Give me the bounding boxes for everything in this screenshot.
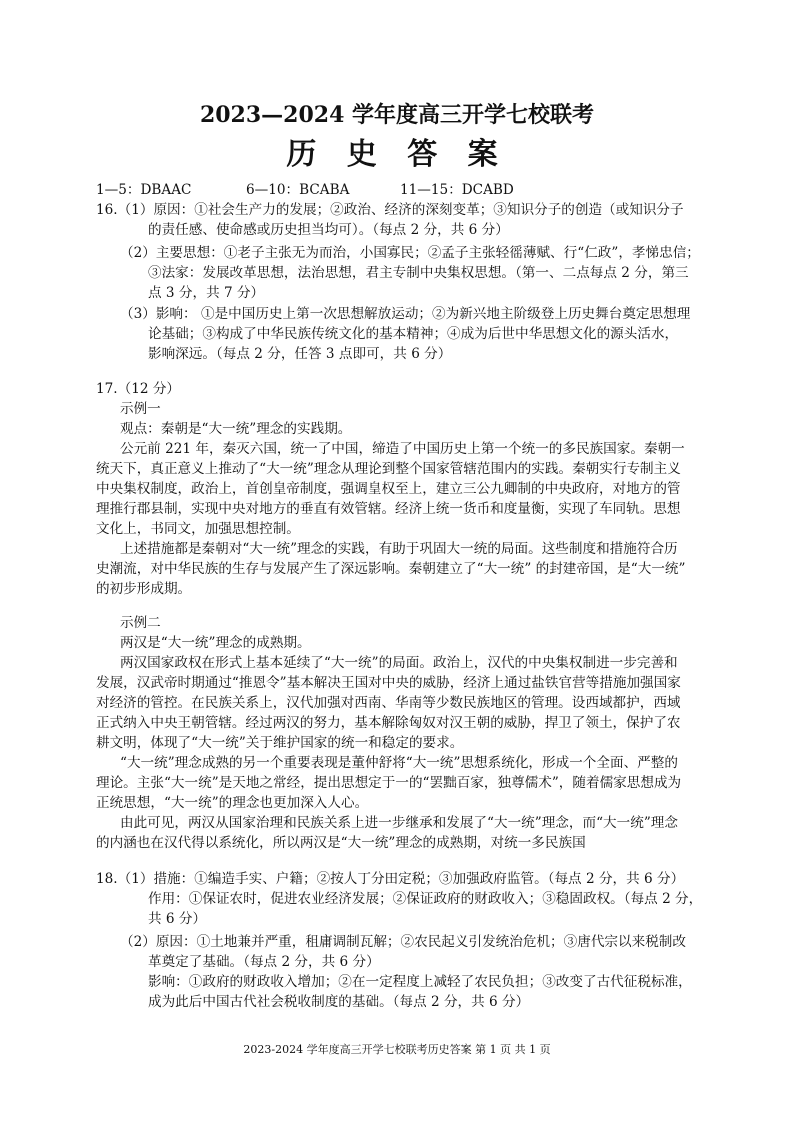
mc-answers-1-5: 1—5：DBAAC	[96, 182, 192, 198]
q17-line: 中央集权制度，政治上，首创皇帝制度，强调皇权至上，建立三公九卿制的中央政府，对地方的管	[96, 481, 681, 497]
mc-answers-6-10: 6—10：BCABA	[246, 182, 350, 198]
q17-line: 文化上，书同文，加强思想控制。	[96, 521, 300, 537]
q17-line: 理推行郡县制，实现中央对地方的垂直有效管辖。经济上统一货币和度量衡，实现了车同轨。思想	[96, 501, 681, 517]
q17-line: 对经济的管控。在民族关系上，汉代加强对西南、华南等少数民族地区的管理。设西域都护，西域	[96, 695, 681, 711]
q17-line: 正统思想，“大一统”的理念也更加深入人心。	[96, 795, 369, 811]
q16-line: 16.（1）原因：①社会生产力的发展；②政治、经济的深刻变革；③知识分子的创造（或知识分子	[96, 202, 684, 218]
q17-line: 史潮流，对中华民族的生存与发展产生了深远影响。秦朝建立了“大一统” 的封建帝国，是“大一统”	[96, 561, 686, 577]
answer-subtitle: 历 史 答 案	[286, 137, 508, 172]
q17-line: 公元前 221 年，秦灭六国，统一了中国，缔造了中国历史上第一个统一的多民族国家。秦朝一	[120, 441, 685, 457]
q17-line: 理论。主张“大一统”是天地之常经，提出思想定于一的“罢黜百家，独尊儒术”，随着儒家思想成为	[96, 775, 682, 791]
q17-line: 发展，汉武帝时期通过“推恩令”基本解决王国对中央的威胁，经济上通过盐铁官营等措施加强国家	[96, 675, 681, 691]
exam-title: 2023—2024 学年度高三开学七校联考	[199, 102, 595, 128]
q17-line: “大一统”理念成熟的另一个重要表现是董仲舒将“大一统”思想系统化，形成一个全面、严整的	[120, 755, 678, 771]
q17-line: 由此可见，两汉从国家治理和民族关系上进一步继承和发展了“大一统”理念，而“大一统”理念	[120, 815, 678, 831]
q16-line: 论基础；③构成了中华民族传统文化的基本精神；④成为后世中华思想文化的源头活水，	[148, 326, 679, 342]
q17-line: 观点：秦朝是“大一统”理念的实践期。	[120, 421, 352, 437]
q18-line: 18.（1）措施：①编造手实、户籍；②按人丁分田定税；③加强政府监管。（每点 2 分，共 6 分）	[96, 871, 685, 887]
q18-line: 作用：①保证农时，促进农业经济发展；②保证政府的财政收入；③稳固政权。（每点 2 分，	[148, 891, 703, 907]
q17-line: 的初步形成期。	[96, 581, 192, 597]
q18-line: 影响：①政府的财政收入增加；②在一定程度上减轻了农民负担；③改变了古代征税标准，	[148, 974, 692, 990]
q16-line: 点 3 分，共 7 分）	[148, 285, 265, 301]
q18-line: 共 6 分）	[148, 911, 207, 927]
q18-line: 成为此后中国古代社会税收制度的基础。（每点 2 分，共 6 分）	[148, 994, 530, 1010]
q16-line: （2）主要思想：①老子主张无为而治，小国寡民；②孟子主张轻徭薄赋、行“仁政”，孝悌忠信；	[120, 245, 700, 261]
page-footer: 2023-2024 学年度高三开学七校联考历史答案 第 1 页 共 1 页	[243, 1043, 551, 1056]
q16-line: ③法家：发展改革思想，法治思想，君主专制中央集权思想。（第一、二点每点 2 分，第三	[148, 265, 689, 281]
q16-line: 的责任感、使命感或历史担当均可）。（每点 2 分，共 6 分）	[148, 222, 509, 238]
q17-line: 示例二	[120, 615, 161, 631]
q17-line: 耕文明，体现了“大一统”关于维护国家的统一和稳定的要求。	[96, 735, 464, 751]
q17-line: 的内涵也在汉代得以系统化，所以两汉是“大一统”理念的成熟期，对统一多民族国	[96, 835, 586, 851]
q17-line: 两汉是“大一统”理念的成熟期。	[120, 635, 311, 651]
q17-line: 两汉国家政权在形式上基本延续了“大一统”的局面。政治上，汉代的中央集权制进一步完善和	[120, 655, 678, 671]
q17-line: 正式纳入中央王朝管辖。经过两汉的努力，基本解除匈奴对汉王朝的威胁，捍卫了领土，保护了农	[96, 715, 681, 731]
q17-line: 上述措施都是秦朝对“大一统”理念的实践，有助于巩固大一统的局面。这些制度和措施符合历	[120, 541, 678, 557]
q18-line: 革奠定了基础。（每点 2 分，共 6 分）	[148, 954, 380, 970]
mc-answers-11-15: 11—15：DCABD	[400, 182, 514, 198]
q16-line: （3）影响： ①是中国历史上第一次思想解放运动；②为新兴地主阶级登上历史舞台奠定思想理	[120, 306, 691, 322]
q17-heading: 17.（12 分）	[96, 381, 181, 397]
q17-line: 示例一	[120, 401, 161, 417]
q17-line: 统天下，真正意义上推动了“大一统”理念从理论到整个国家管辖范围内的实践。秦朝实行专制主义	[96, 461, 681, 477]
q16-line: 影响深远。（每点 2 分，任答 3 点即可，共 6 分）	[148, 346, 452, 362]
q18-line: （2）原因：①土地兼并严重，租庸调制瓦解；②农民起义引发统治危机；③唐代宗以来税制改	[120, 934, 686, 950]
